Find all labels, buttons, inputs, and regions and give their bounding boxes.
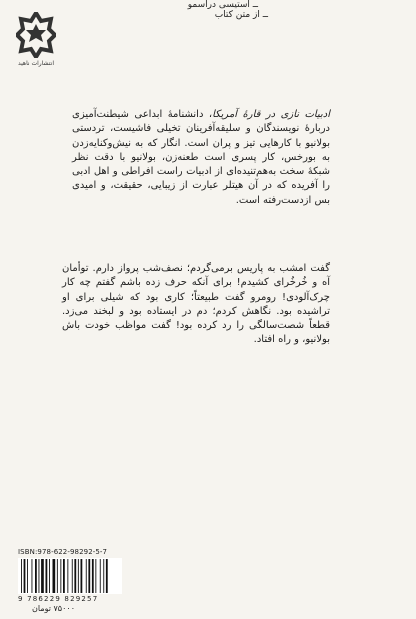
isbn-text: ISBN:978-622-98292-5-7 xyxy=(18,548,108,556)
barcode-bar xyxy=(74,559,76,593)
barcode-bar xyxy=(41,559,44,593)
barcode-number: 9 786229 829257 xyxy=(18,595,99,603)
barcode-bar xyxy=(35,559,37,593)
barcode-bar xyxy=(72,559,73,593)
barcode-bar xyxy=(32,559,33,593)
barcode-bar xyxy=(46,559,48,593)
barcode-bar xyxy=(57,559,58,593)
barcode-bar xyxy=(100,559,101,593)
barcode-bar xyxy=(106,559,108,593)
blurb-attribution: ــ استیسی دراسمو xyxy=(187,0,258,10)
barcode-bar xyxy=(92,559,94,593)
publisher-name: انتشارات ناهید xyxy=(17,60,55,67)
barcode-bar xyxy=(21,559,22,593)
barcode-bar xyxy=(60,559,61,593)
barcode-bar xyxy=(49,559,50,593)
barcode xyxy=(18,558,122,594)
blurb-quote xyxy=(72,108,330,208)
barcode-bar xyxy=(67,559,68,593)
publisher-logo xyxy=(14,12,58,67)
price-label: ۷۵۰۰۰ تومان xyxy=(32,604,75,613)
barcode-bar xyxy=(95,559,96,593)
barcode-block xyxy=(18,548,126,603)
barcode-bar xyxy=(24,559,26,593)
barcode-bar xyxy=(53,559,56,593)
barcode-bar xyxy=(86,559,87,593)
excerpt-attribution: ــ از متن کتاب xyxy=(214,10,268,20)
barcode-bar xyxy=(81,559,83,593)
barcode-bar xyxy=(27,559,28,593)
blurb-text: ، دانشنامهٔ ابداعی شیطنت‌آمیزی دربارهٔ نویسندگان و سلیقه‌آفرینان تخیلی فاشیست، تردستی بولانیو با کارهایی تیز و پران است. انگار که به نیش‌وکنایه‌زدن به بورخس، کار پسری است طعنه‌زن، بولانیو با دقت نظر شبکهٔ سخت به‌هم‌تنیده‌ای از ادبیات راست افراطی و اهل ادبی را آفریده که در آن هیتلر عبارت از زیبایی، حقیقت، و امیدی بس ازدست‌رفته است. xyxy=(72,109,330,206)
book-title-mention: ادبیات نازی در قارهٔ آمریکا xyxy=(212,109,330,120)
barcode-bar xyxy=(88,559,90,593)
barcode-bar xyxy=(39,559,40,593)
barcode-bar xyxy=(103,559,104,593)
barcode-bar xyxy=(78,559,79,593)
star-logo-icon xyxy=(16,12,56,58)
excerpt-quote: گفت امشب به پاریس برمی‌گردم؛ نصف‌شب پرواز دارم. توأمان آه و خُرخُرای کشیدم! برای آنکه حرف زده باشم گفتم چه کار چرک‌آلودی! رومرو گفت طبیعتاً؛ کاری بود که شیلی برای او تراشیده بود. نگاهش کردم؛ دم در ایستاده بود و لبخند می‌زد. قطعاً شصت‌سالگی را رد کرده بود! گفت مواظب خودت باش بولانیو، و راه افتاد. xyxy=(62,263,330,346)
barcode-bar xyxy=(63,559,65,593)
